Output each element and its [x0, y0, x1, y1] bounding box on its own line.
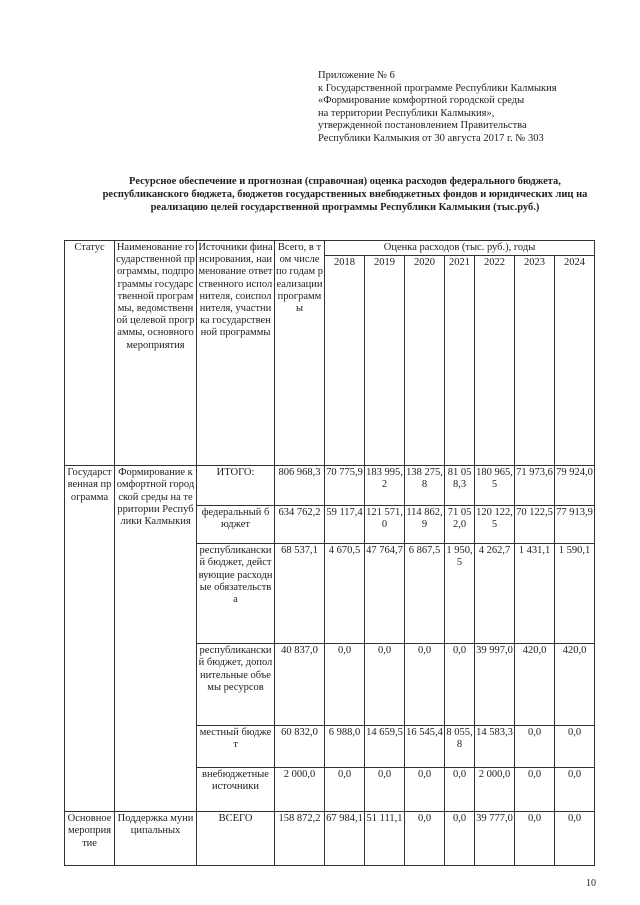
- program-status: Государственная программа: [65, 466, 115, 812]
- value-cell: 14 583,3: [475, 726, 515, 768]
- value-cell: 39 777,0: [475, 812, 515, 866]
- value-cell: 16 545,4: [405, 726, 445, 768]
- header-year: 2018: [325, 256, 365, 466]
- appendix-line: на территории Республики Калмыкия»,: [318, 107, 495, 119]
- source-cell: ИТОГО:: [197, 466, 275, 506]
- value-cell: 71 973,6: [515, 466, 555, 506]
- value-cell: 0,0: [555, 812, 595, 866]
- appendix-header: [318, 70, 618, 146]
- value-cell: 8 055,8: [445, 726, 475, 768]
- header-year: 2019: [365, 256, 405, 466]
- header-year: 2021: [445, 256, 475, 466]
- value-cell: 0,0: [445, 644, 475, 726]
- header-year: 2020: [405, 256, 445, 466]
- value-cell: 79 924,0: [555, 466, 595, 506]
- document-title: Ресурсное обеспечение и прогнозная (справочная) оценка расходов федерального бюджета, республиканского бюджета, бюджетов государственных внебюджетных фондов и юридических лиц на реализацию целей государственной программы Республики Калмыкия (тыс.руб.): [102, 176, 588, 213]
- value-cell: 0,0: [515, 812, 555, 866]
- table-row: [65, 812, 595, 866]
- value-cell: 0,0: [325, 644, 365, 726]
- source-cell: федеральный бюджет: [197, 506, 275, 544]
- value-cell: 67 984,1: [325, 812, 365, 866]
- value-cell: 59 117,4: [325, 506, 365, 544]
- appendix-line: к Государственной программе Республики Калмыкия: [318, 82, 557, 94]
- value-cell: 1 431,1: [515, 544, 555, 644]
- header-name: Наименование государственной программы, подпрограммы государственной программы, ведомственной целевой программы, основного мероприятия: [115, 241, 197, 466]
- value-cell: 120 122,5: [475, 506, 515, 544]
- value-cell: 183 995,2: [365, 466, 405, 506]
- value-cell: 47 764,7: [365, 544, 405, 644]
- program-name: Формирование комфортной городской среды на территории Республики Калмыкия: [115, 466, 197, 812]
- value-cell: 0,0: [555, 768, 595, 812]
- value-cell: 1 950,5: [445, 544, 475, 644]
- header-total: Всего, в том числе по годам реализации программы: [275, 241, 325, 466]
- value-cell: 0,0: [405, 812, 445, 866]
- value-cell: 70 122,5: [515, 506, 555, 544]
- resource-table: [64, 240, 595, 866]
- value-cell: 0,0: [555, 726, 595, 768]
- header-status: Статус: [65, 241, 115, 466]
- value-cell: 14 659,5: [365, 726, 405, 768]
- source-cell: ВСЕГО: [197, 812, 275, 866]
- value-cell: 0,0: [405, 768, 445, 812]
- value-cell: 138 275,8: [405, 466, 445, 506]
- total-cell: 806 968,3: [275, 466, 325, 506]
- header-year: 2022: [475, 256, 515, 466]
- source-cell: внебюджетные источники: [197, 768, 275, 812]
- value-cell: 121 571,0: [365, 506, 405, 544]
- value-cell: 1 590,1: [555, 544, 595, 644]
- total-cell: 634 762,2: [275, 506, 325, 544]
- total-cell: 40 837,0: [275, 644, 325, 726]
- total-cell: 60 832,0: [275, 726, 325, 768]
- appendix-line: утвержденной постановлением Правительства: [318, 120, 527, 132]
- value-cell: 0,0: [405, 644, 445, 726]
- appendix-line: Приложение № 6: [318, 70, 395, 81]
- table-row: [65, 466, 595, 506]
- value-cell: 70 775,9: [325, 466, 365, 506]
- value-cell: 71 052,0: [445, 506, 475, 544]
- event-name: Поддержка муниципальных: [115, 812, 197, 866]
- value-cell: 0,0: [365, 768, 405, 812]
- page-number: 10: [586, 878, 596, 889]
- header-year: 2024: [555, 256, 595, 466]
- value-cell: 2 000,0: [475, 768, 515, 812]
- value-cell: 0,0: [365, 644, 405, 726]
- source-cell: местный бюджет: [197, 726, 275, 768]
- value-cell: 0,0: [325, 768, 365, 812]
- value-cell: 0,0: [515, 726, 555, 768]
- value-cell: 0,0: [445, 768, 475, 812]
- total-cell: 68 537,1: [275, 544, 325, 644]
- value-cell: 0,0: [445, 812, 475, 866]
- event-status: Основное мероприятие: [65, 812, 115, 866]
- value-cell: 4 262,7: [475, 544, 515, 644]
- header-year: 2023: [515, 256, 555, 466]
- header-source: Источники финансирования, наименование ответственного исполнителя, соисполнителя, участника государственной программы: [197, 241, 275, 466]
- value-cell: 51 111,1: [365, 812, 405, 866]
- total-cell: 2 000,0: [275, 768, 325, 812]
- value-cell: 420,0: [555, 644, 595, 726]
- value-cell: 4 670,5: [325, 544, 365, 644]
- appendix-line: Республики Калмыкия от 30 августа 2017 г. № 303: [318, 132, 544, 144]
- value-cell: 180 965,5: [475, 466, 515, 506]
- value-cell: 6 988,0: [325, 726, 365, 768]
- value-cell: 420,0: [515, 644, 555, 726]
- total-cell: 158 872,2: [275, 812, 325, 866]
- source-cell: республиканский бюджет, дополнительные объемы ресурсов: [197, 644, 275, 726]
- value-cell: 6 867,5: [405, 544, 445, 644]
- value-cell: 0,0: [515, 768, 555, 812]
- header-row: [65, 241, 595, 256]
- value-cell: 77 913,9: [555, 506, 595, 544]
- value-cell: 114 862,9: [405, 506, 445, 544]
- source-cell: республиканский бюджет, действующие расходные обязательства: [197, 544, 275, 644]
- header-estimate: Оценка расходов (тыс. руб.), годы: [325, 241, 595, 256]
- value-cell: 81 058,3: [445, 466, 475, 506]
- appendix-line: «Формирование комфортной городской среды: [318, 95, 525, 107]
- value-cell: 39 997,0: [475, 644, 515, 726]
